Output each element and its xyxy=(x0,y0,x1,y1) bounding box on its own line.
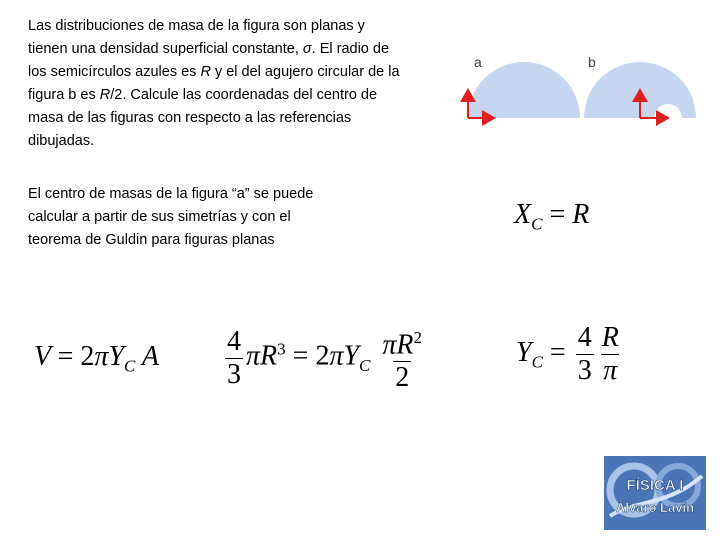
logo-line-2: Álvaro Lavín xyxy=(615,500,695,515)
equals-sign: = xyxy=(57,341,74,372)
symbol-x: X xyxy=(514,199,532,230)
statement-line: dibujadas. xyxy=(28,133,95,149)
figures-diagram xyxy=(456,50,712,128)
symbol-v: V xyxy=(34,341,51,372)
denominator: π xyxy=(603,355,618,386)
statement-line: /2. Calcule las coordenadas del centro de xyxy=(110,87,378,103)
numerator: 4 xyxy=(577,322,592,353)
symbol-r: R xyxy=(260,340,278,372)
method-line: calcular a partir de sus simetrías y con el xyxy=(28,209,291,225)
statement-line: . El radio de xyxy=(311,41,390,57)
sigma-symbol: σ xyxy=(302,41,312,57)
numerator: R xyxy=(601,322,619,353)
figure-a xyxy=(468,54,580,118)
method-line: teorema de Guldin para figuras planas xyxy=(28,232,275,248)
figure-b xyxy=(584,54,696,118)
statement-line: los semicírculos azules es xyxy=(28,64,201,80)
number-two: 2 xyxy=(80,341,95,372)
subscript-c: C xyxy=(531,214,543,234)
equals-sign: = xyxy=(549,336,566,368)
semicircle-a xyxy=(468,62,580,118)
equation-substitution xyxy=(222,322,427,394)
logo-line-1: FÍSICA I xyxy=(626,477,684,494)
fraction-4-3 xyxy=(225,326,243,391)
subscript-c: C xyxy=(359,356,371,376)
statement-line: y el del agujero circular de la xyxy=(210,64,400,80)
statement-line: Las distribuciones de masa de la figura son planas y xyxy=(28,18,365,34)
symbol-pi: π xyxy=(246,340,261,372)
symbol-y: Y xyxy=(108,341,125,372)
equation-xc xyxy=(514,199,589,235)
problem-statement xyxy=(28,15,448,153)
symbol-pi: π xyxy=(382,329,397,361)
denominator: 3 xyxy=(577,355,592,386)
fraction-4-3 xyxy=(576,322,594,387)
statement-line: figura b es xyxy=(28,87,100,103)
fraction-pi-r2-over-2 xyxy=(380,322,424,394)
symbol-pi: π xyxy=(94,341,109,372)
symbol-pi: π xyxy=(329,340,344,372)
method-line: El centro de masas de la figura “a” se puede xyxy=(28,186,314,202)
subscript-c: C xyxy=(531,352,543,372)
equation-yc xyxy=(516,322,624,387)
symbol-r: R xyxy=(572,199,590,230)
equals-sign: = xyxy=(292,340,309,372)
method-text xyxy=(28,183,358,252)
symbol-r: R xyxy=(396,329,414,361)
number-two: 2 xyxy=(315,340,330,372)
course-logo xyxy=(604,456,706,530)
denominator: 3 xyxy=(227,358,241,390)
symbol-y: Y xyxy=(516,336,532,368)
statement-line: tienen una densidad superficial constante, xyxy=(28,41,303,57)
radius-symbol: R xyxy=(99,87,111,103)
numerator xyxy=(380,322,424,361)
radius-symbol: R xyxy=(200,64,211,80)
symbol-y: Y xyxy=(343,340,360,372)
exponent-3: 3 xyxy=(277,339,286,359)
figure-b-label: b xyxy=(588,54,596,70)
numerator: 4 xyxy=(227,325,241,357)
equals-sign: = xyxy=(549,199,566,230)
symbol-a: A xyxy=(141,341,159,372)
exponent-2: 2 xyxy=(413,328,423,347)
denominator: 2 xyxy=(395,362,410,394)
subscript-c: C xyxy=(124,356,136,376)
equation-guldin xyxy=(34,341,159,377)
figure-a-label: a xyxy=(474,54,482,70)
statement-line: masa de las figuras con respecto a las referencias xyxy=(28,110,352,126)
fraction-r-over-pi xyxy=(600,322,621,387)
